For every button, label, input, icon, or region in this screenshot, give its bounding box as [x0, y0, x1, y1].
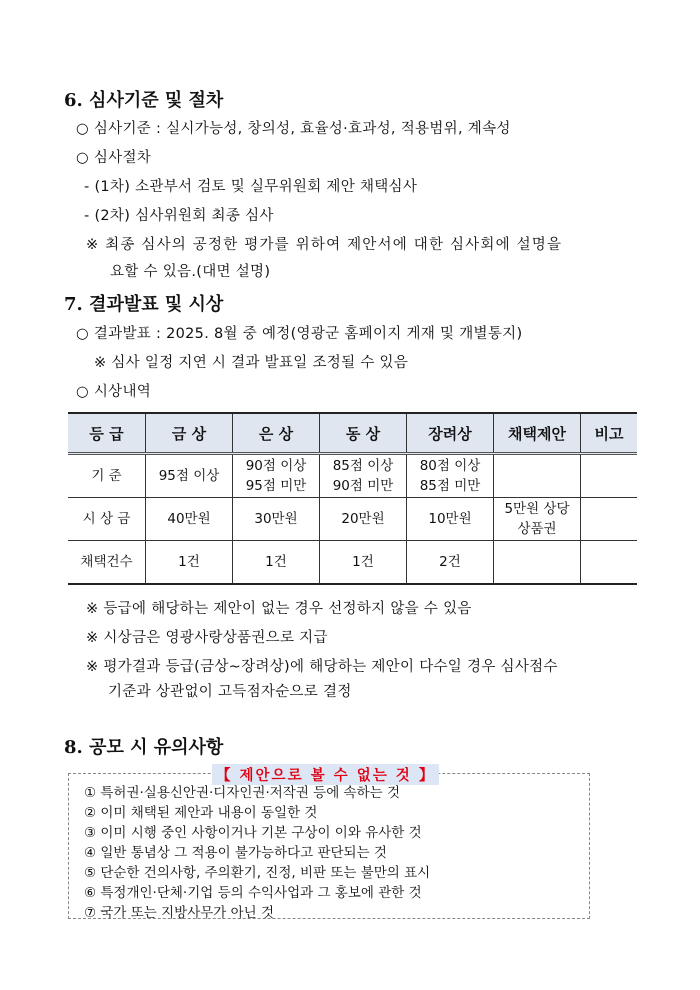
notice-box-title: 【 제안으로 볼 수 없는 것 】 — [212, 764, 439, 785]
header-cell: 장려상 — [407, 413, 494, 454]
row-label: 시 상 금 — [68, 498, 146, 541]
table-cell: 1건 — [233, 541, 320, 584]
row-label: 채택건수 — [68, 541, 146, 584]
procedure-step-2: - (2차) 심사위원회 최종 심사 — [84, 208, 274, 224]
table-cell: 95점 이상 — [146, 454, 233, 498]
table-cell: 1건 — [320, 541, 407, 584]
notice-item: ⑥ 특정개인·단체·기업 등의 수익사업과 그 홍보에 관한 것 — [84, 885, 422, 901]
notice-item: ⑤ 단순한 건의사항, 주의환기, 진정, 비판 또는 불만의 표시 — [84, 865, 431, 881]
row-label: 기 준 — [68, 454, 146, 498]
note-3-cont: 기준과 상관없이 고득점자순으로 결정 — [108, 684, 352, 700]
header-cell: 동 상 — [320, 413, 407, 454]
note-2: ※ 시상금은 영광사랑상품권으로 지급 — [86, 630, 328, 646]
notice-item: ② 이미 채택된 제안과 내용이 동일한 것 — [84, 805, 318, 821]
criteria-line: ○ 심사기준 : 실시가능성, 창의성, 효율성·효과성, 적용범위, 계속성 — [76, 121, 511, 137]
table-row — [68, 454, 637, 498]
procedure-step-1: - (1차) 소관부서 검토 및 실무위원회 제안 채택심사 — [84, 179, 418, 195]
note-1: ※ 등급에 해당하는 제안이 없는 경우 선정하지 않을 수 있음 — [86, 601, 472, 617]
section-7-title: 7. 결과발표 및 시상 — [64, 294, 224, 315]
table-cell — [581, 541, 638, 584]
table-cell: 1건 — [146, 541, 233, 584]
notice-item: ⑦ 국가 또는 지방사무가 아닌 것 — [84, 905, 275, 921]
awards-line: ○ 시상내역 — [76, 384, 152, 400]
note-3: ※ 평가결과 등급(금상~장려상)에 해당하는 제안이 다수일 경우 심사점수 — [86, 659, 558, 675]
procedure-note: ※ 최종 심사의 공정한 평가를 위하여 제안서에 대한 심사회에 설명을 — [86, 237, 563, 253]
table-cell: 2건 — [407, 541, 494, 584]
header-cell: 채택제안 — [494, 413, 581, 454]
table-cell: 85점 이상 90점 미만 — [320, 454, 407, 498]
procedure-note-cont: 요할 수 있음.(대면 설명) — [110, 264, 271, 280]
header-cell: 금 상 — [146, 413, 233, 454]
notice-item: ④ 일반 통념상 그 적용이 불가능하다고 판단되는 것 — [84, 845, 387, 861]
header-cell: 등 급 — [68, 413, 146, 454]
table-cell: 30만원 — [233, 498, 320, 541]
section-6-title: 6. 심사기준 및 절차 — [64, 90, 224, 111]
table-row — [68, 498, 637, 541]
table-cell — [494, 541, 581, 584]
table-cell — [494, 454, 581, 498]
header-cell: 은 상 — [233, 413, 320, 454]
table-cell: 40만원 — [146, 498, 233, 541]
section-8-title: 8. 공모 시 유의사항 — [64, 737, 224, 758]
table-row — [68, 541, 637, 584]
result-line: ○ 결과발표 : 2025. 8월 중 예정(영광군 홈페이지 게재 및 개별통지) — [76, 326, 523, 342]
notice-item: ③ 이미 시행 중인 사항이거나 기본 구상이 이와 유사한 것 — [84, 825, 422, 841]
table-cell: 80점 이상 85점 미만 — [407, 454, 494, 498]
result-note: ※ 심사 일정 지연 시 결과 발표일 조정될 수 있음 — [94, 355, 409, 371]
notice-item: ① 특허권·실용신안권·디자인권·저작권 등에 속하는 것 — [84, 785, 401, 801]
table-cell: 20만원 — [320, 498, 407, 541]
table-cell — [581, 454, 638, 498]
procedure-line: ○ 심사절차 — [76, 150, 152, 166]
table-cell: 5만원 상당 상품권 — [494, 498, 581, 541]
table-cell — [581, 498, 638, 541]
awards-table — [68, 412, 637, 585]
header-cell: 비고 — [581, 413, 638, 454]
table-cell: 90점 이상 95점 미만 — [233, 454, 320, 498]
table-cell: 10만원 — [407, 498, 494, 541]
